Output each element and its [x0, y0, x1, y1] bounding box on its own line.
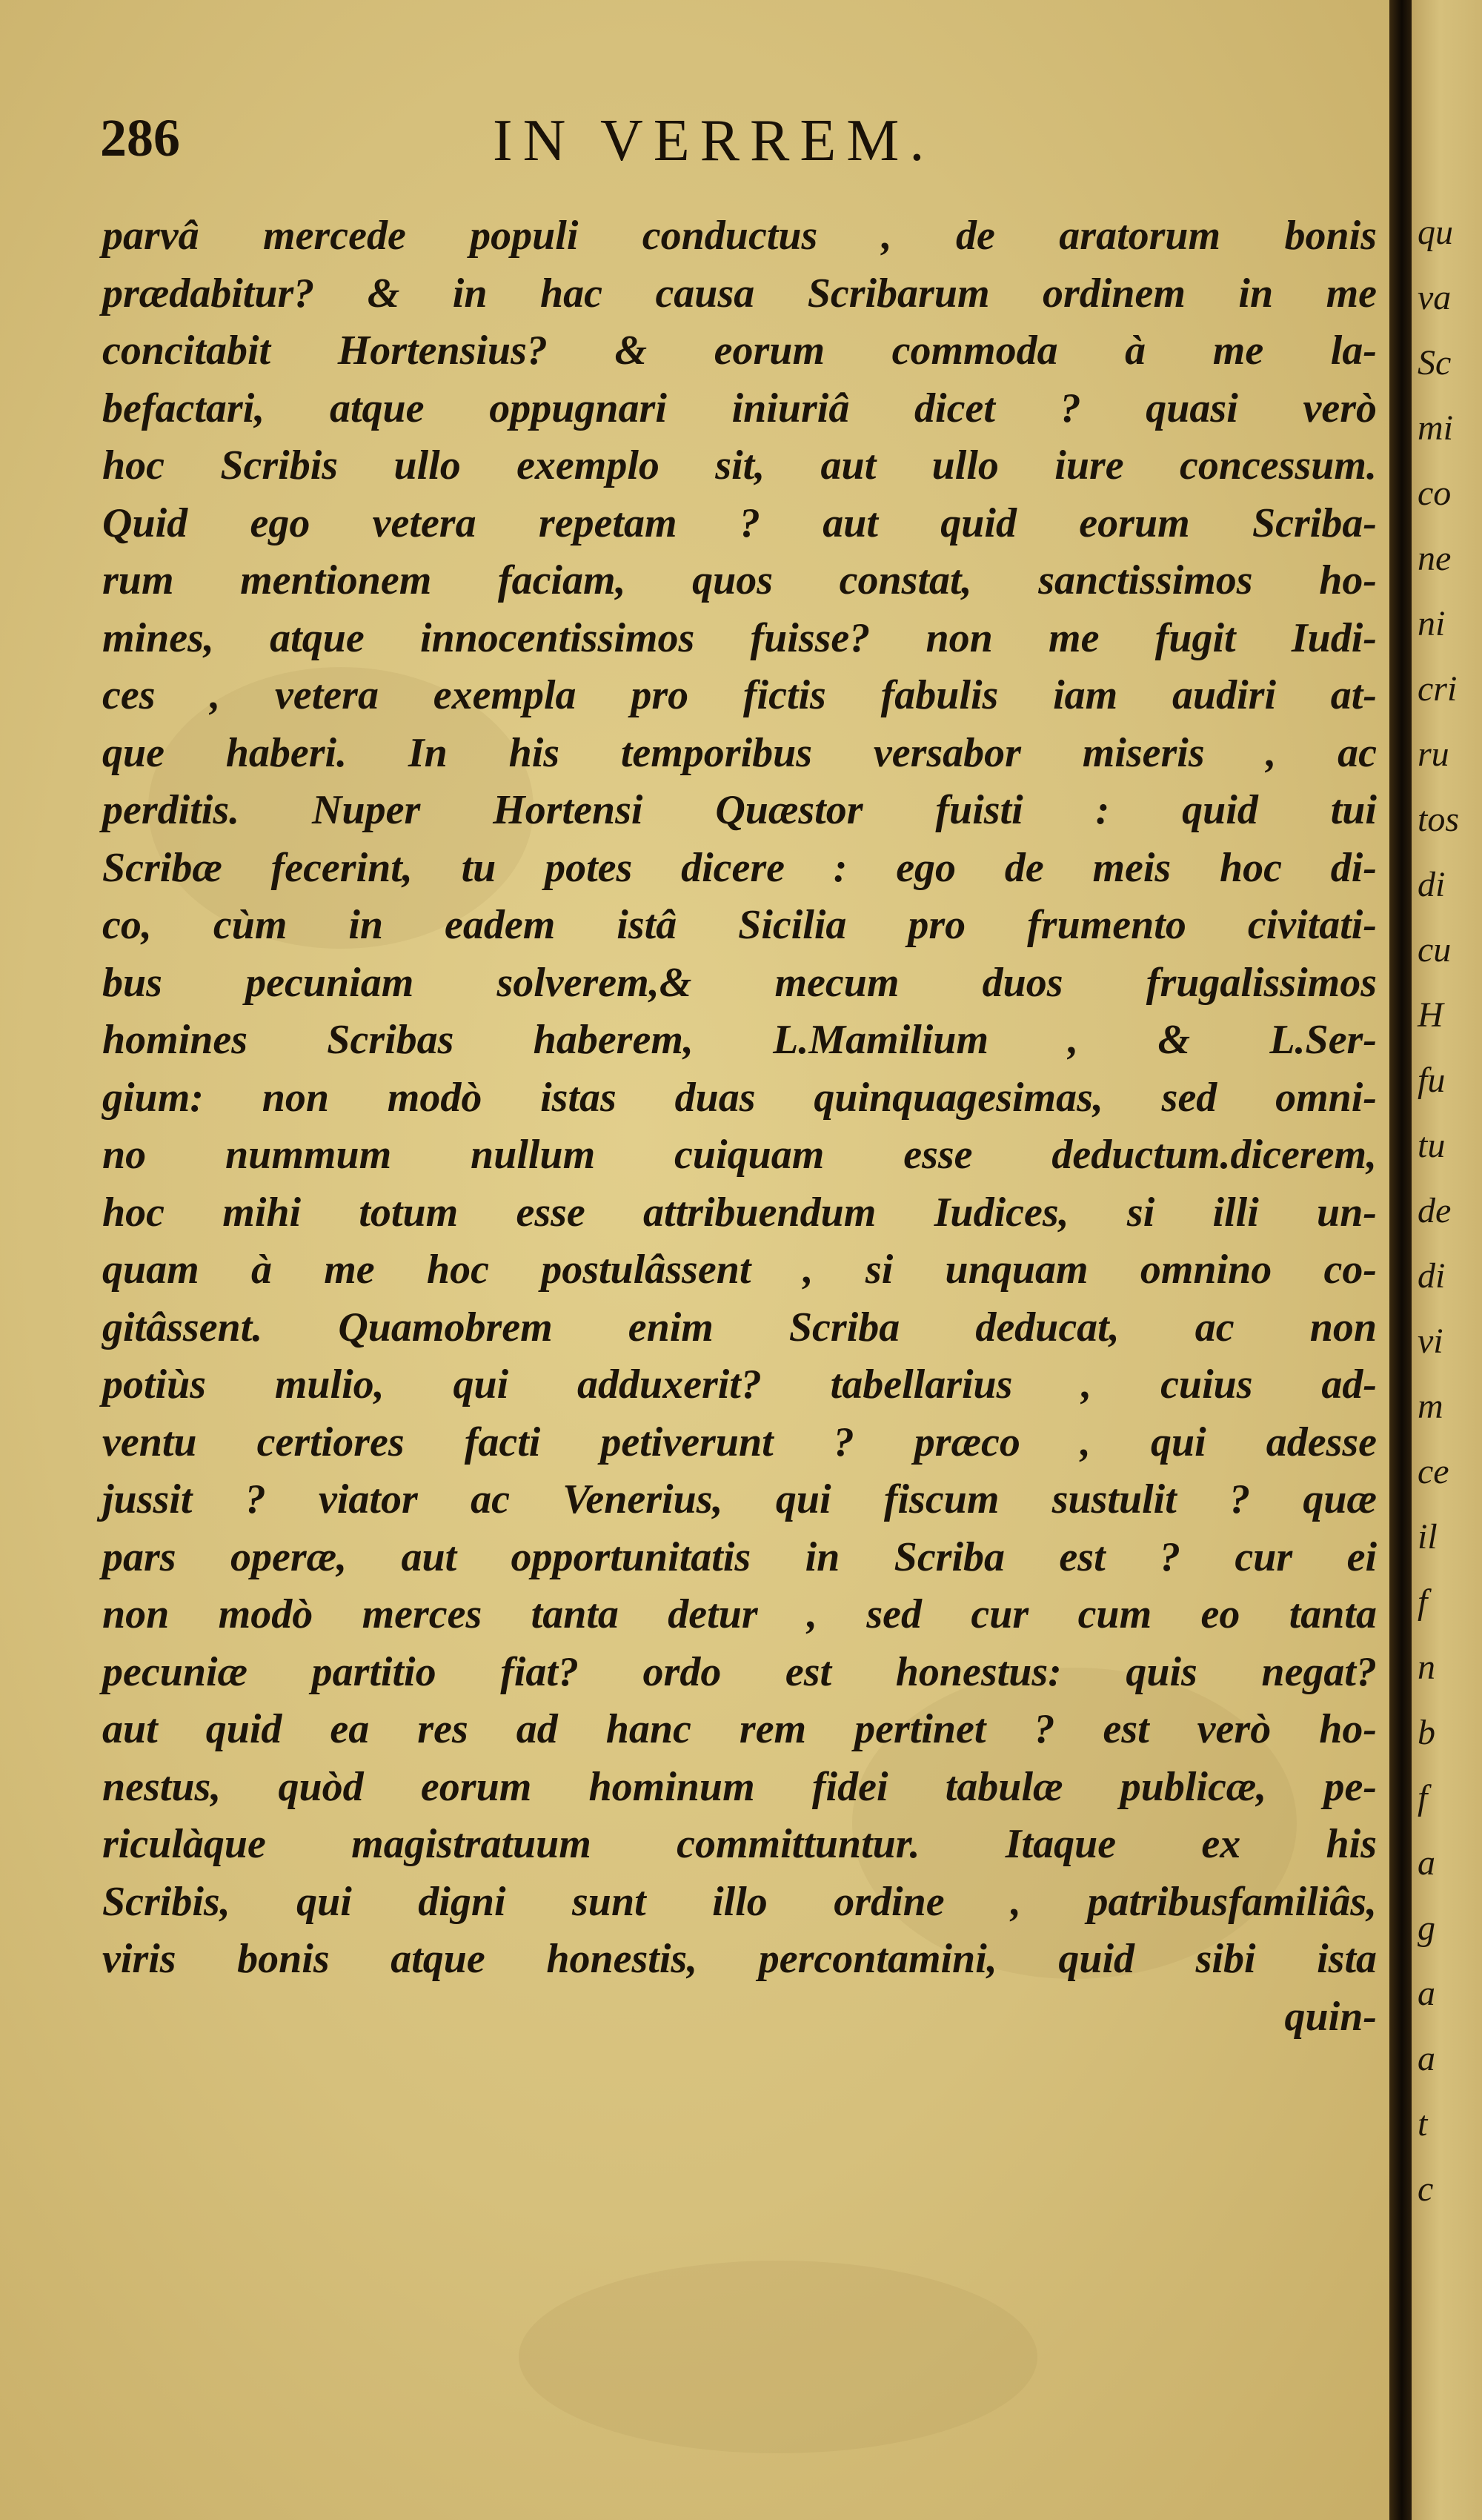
- facing-page-fragment: cu: [1418, 930, 1452, 969]
- text-line: homines Scribas haberem, L.Mamilium , & L.Ser-: [102, 1017, 1377, 1063]
- text-line: befactari, atque oppugnari iniuriâ dicet ? quasi verò: [102, 385, 1377, 431]
- text-line: pecuniæ partitio fiat? ordo est honestus: quis negat?: [102, 1648, 1377, 1695]
- text-line: que haberi. In his temporibus versabor miseris , ac: [102, 729, 1377, 776]
- facing-page-fragment: c: [1418, 2169, 1434, 2209]
- facing-page-fragment: di: [1418, 1256, 1446, 1296]
- text-line: co, cùm in eadem istâ Sicilia pro frumento civitati-: [102, 902, 1377, 948]
- facing-page-fragment: f: [1418, 1582, 1428, 1622]
- book-gutter: [1389, 0, 1412, 2520]
- facing-page-fragment: f: [1418, 1778, 1428, 1817]
- facing-page-fragment: m: [1418, 1387, 1443, 1426]
- text-line: nestus, quòd eorum hominum fidei tabulæ publicæ, pe-: [102, 1763, 1377, 1810]
- text-line: jussit ? viator ac Venerius, qui fiscum sustulit ? quæ: [102, 1476, 1377, 1522]
- text-line: non modò merces tanta detur , sed cur cum eo tanta: [102, 1591, 1377, 1637]
- facing-page-fragment: a: [1418, 1843, 1435, 1883]
- facing-page-fragment: di: [1418, 865, 1446, 904]
- facing-page-fragment: il: [1418, 1517, 1438, 1556]
- text-line: perditis. Nuper Hortensi Quæstor fuisti : quid tui: [102, 787, 1377, 833]
- catchword: quin-: [1284, 1993, 1377, 2040]
- facing-page-fragment: fu: [1418, 1061, 1446, 1100]
- text-line: viris bonis atque honestis, percontamini, quid sibi ista: [102, 1936, 1377, 1982]
- text-line: Scribæ fecerint, tu potes dicere : ego de meis hoc di-: [102, 844, 1377, 891]
- text-line: concitabit Hortensius? & eorum commoda à me la-: [102, 328, 1377, 374]
- running-head: IN VERREM.: [493, 108, 935, 173]
- facing-page-fragment: qu: [1418, 213, 1453, 252]
- text-line: ventu certiores facti petiverunt ? præco , qui adesse: [102, 1419, 1377, 1465]
- text-line: potiùs mulio, qui adduxerit? tabellarius , cuius ad-: [102, 1362, 1377, 1407]
- facing-page-fragment: tos: [1418, 800, 1460, 839]
- facing-page-fragment: vi: [1418, 1322, 1443, 1361]
- facing-page-fragment: ne: [1418, 539, 1452, 578]
- text-line: parvâ mercede populi conductus , de aratorum bonis: [102, 213, 1377, 259]
- text-line: ces , vetera exempla pro fictis fabulis iam audiri at-: [102, 672, 1377, 718]
- facing-page-fragment: va: [1418, 278, 1452, 317]
- page-header: [100, 108, 1360, 178]
- text-line: pars operæ, aut opportunitatis in Scriba est ? cur ei: [102, 1533, 1377, 1580]
- paper-stain: [519, 2261, 1037, 2453]
- facing-page-fragment: tu: [1418, 1126, 1446, 1165]
- facing-page-fragment: t: [1418, 2104, 1428, 2143]
- facing-page-fragment: a: [1418, 1974, 1435, 2013]
- facing-page-fragment: g: [1418, 1909, 1435, 1948]
- text-line: hoc mihi totum esse attribuendum Iudices, si illi un-: [102, 1189, 1377, 1236]
- facing-page-fragment: co: [1418, 474, 1452, 513]
- facing-page-fragment: mi: [1418, 408, 1453, 448]
- text-line: bus pecuniam solverem,& mecum duos frugalissimos: [102, 959, 1377, 1006]
- text-line: mines, atque innocentissimos fuisse? non me fugit Iudi-: [102, 614, 1377, 661]
- text-line: no nummum nullum cuiquam esse deductum.dicerem,: [102, 1132, 1377, 1178]
- facing-page-fragment: Sc: [1418, 343, 1452, 382]
- facing-page-fragment: n: [1418, 1648, 1435, 1687]
- latin-body-text: [102, 208, 1377, 2046]
- text-line: hoc Scribis ullo exemplo sit, aut ullo iure concessum.: [102, 442, 1377, 488]
- text-line: Quid ego vetera repetam ? aut quid eorum Scriba-: [102, 500, 1377, 546]
- facing-page-fragment: cri: [1418, 669, 1458, 709]
- text-line: Scribis, qui digni sunt illo ordine , patribusfamiliâs,: [102, 1878, 1377, 1925]
- facing-page-fragment: ni: [1418, 604, 1446, 643]
- facing-page-fragment: ru: [1418, 735, 1449, 774]
- text-line: gitâssent. Quamobrem enim Scriba deducat, ac non: [102, 1304, 1377, 1350]
- text-line: aut quid ea res ad hanc rem pertinet ? est verò ho-: [102, 1706, 1377, 1752]
- text-line: quam à me hoc postulâssent , si unquam omnino co-: [102, 1247, 1377, 1293]
- facing-page-fragment: H: [1418, 995, 1443, 1035]
- facing-page-fragment: ce: [1418, 1452, 1449, 1491]
- page-number: 286: [100, 108, 180, 168]
- text-line: gium: non modò istas duas quinquagesimas, sed omni-: [102, 1074, 1377, 1121]
- facing-page-fragment: de: [1418, 1191, 1452, 1230]
- text-line: prædabitur? & in hac causa Scribarum ordinem in me: [102, 270, 1377, 316]
- facing-page-fragment: a: [1418, 2039, 1435, 2078]
- facing-page-fragment: b: [1418, 1713, 1435, 1752]
- text-line: rum mentionem faciam, quos constat, sanctissimos ho-: [102, 557, 1377, 603]
- text-line: riculàque magistratuum committuntur. Itaque ex his: [102, 1821, 1377, 1867]
- facing-page-edge: [1412, 0, 1482, 2520]
